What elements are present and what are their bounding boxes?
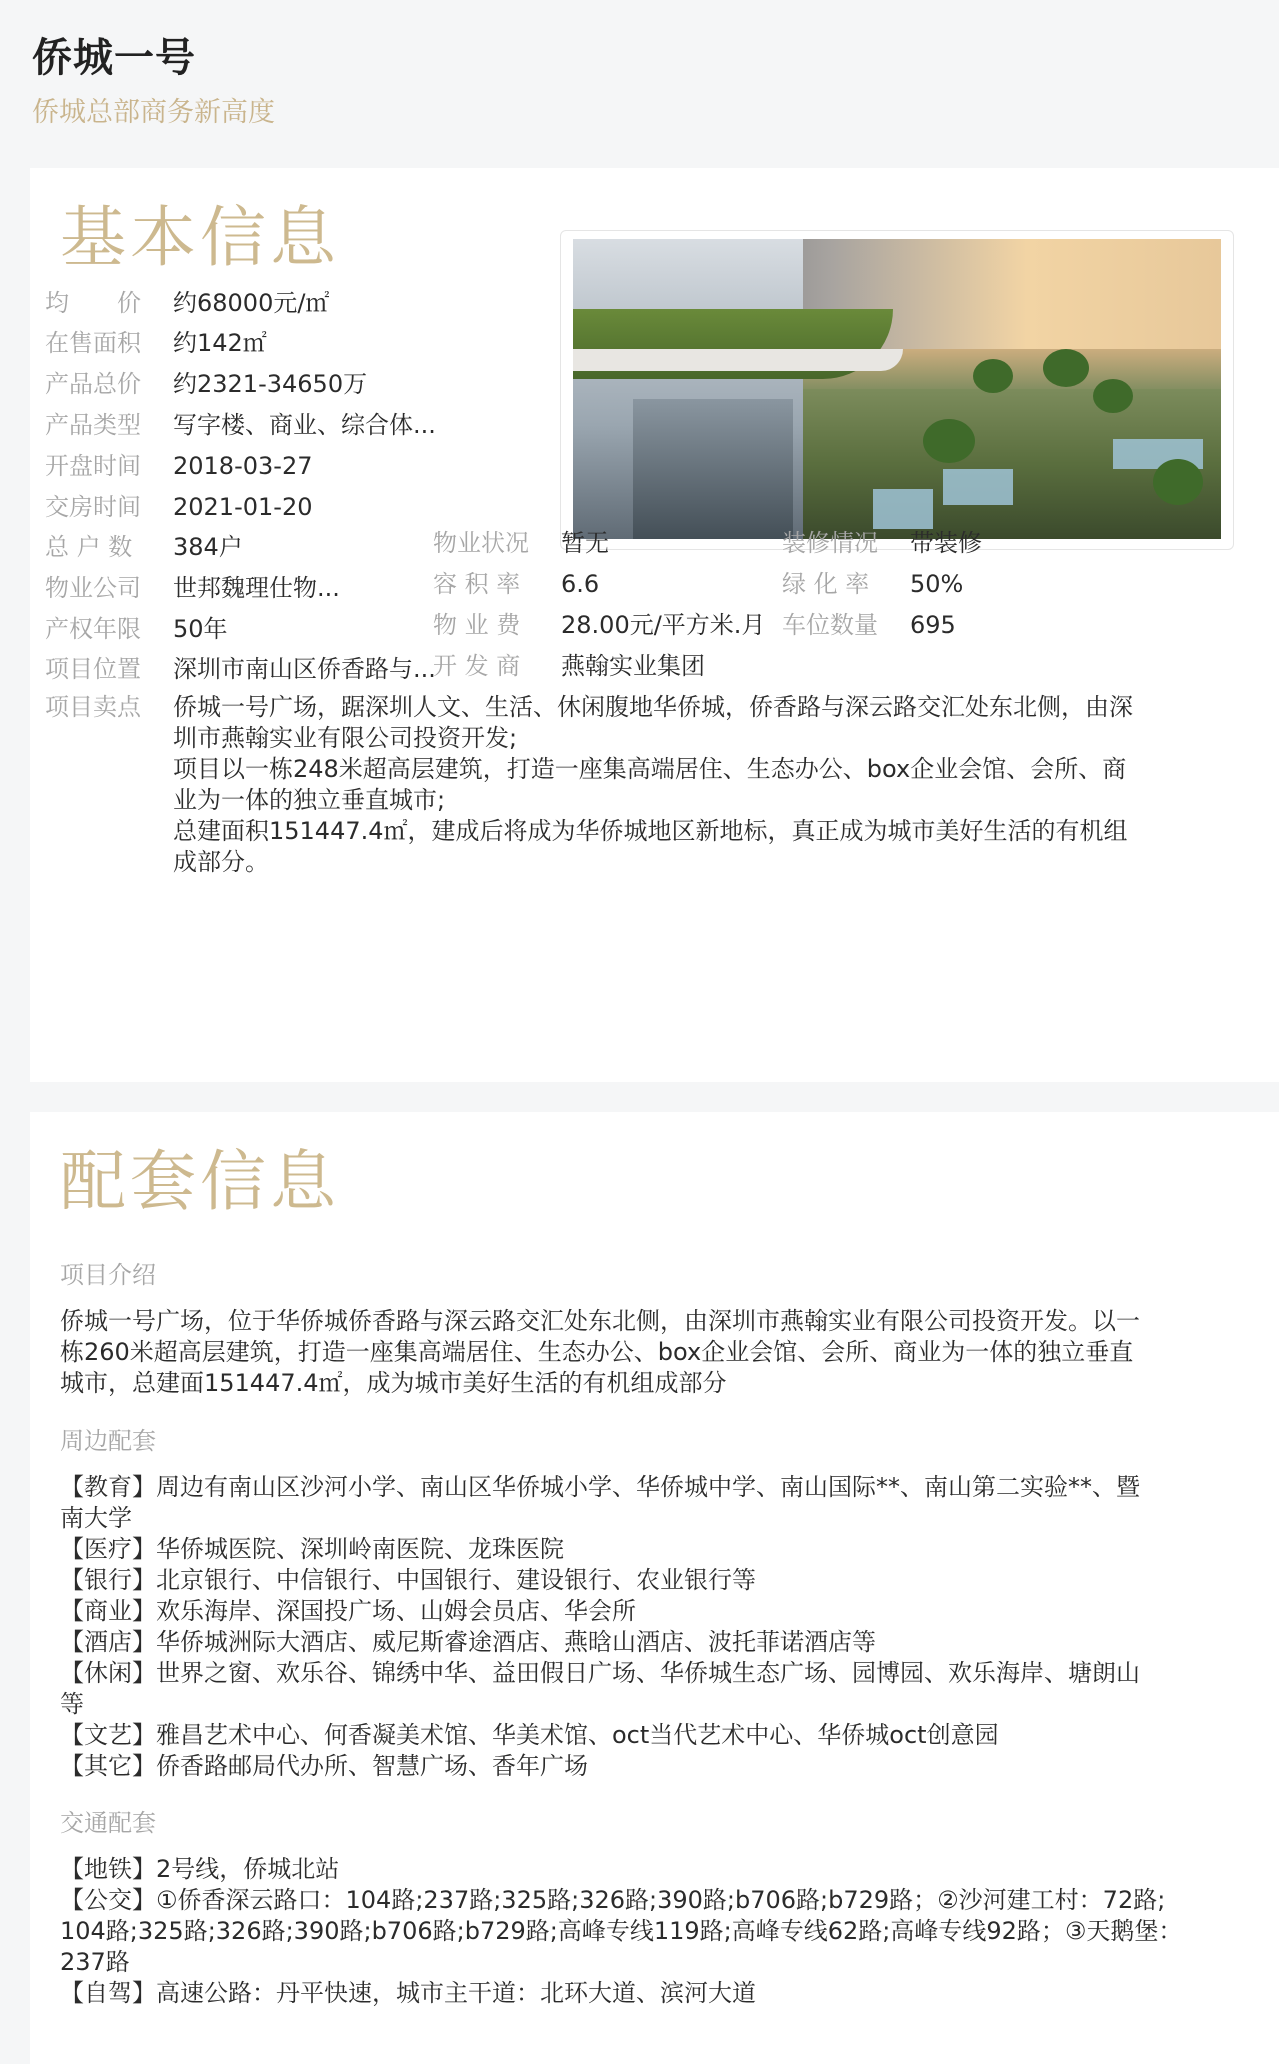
page-subtitle: 侨城总部商务新高度: [32, 97, 275, 128]
selling-point-line: 圳市燕翰实业有限公司投资开发;: [173, 724, 518, 752]
selling-point-line: 总建面积151447.4㎡，建成后将成为华侨城地区新地标，真正成为城市美好生活的有机组: [173, 817, 1128, 845]
field-property-company: [45, 571, 340, 605]
field-label: 物业公司: [45, 574, 141, 602]
field-label: 产品总价: [45, 370, 141, 398]
nearby-line: 【商业】欢乐海岸、深国投广场、山姆会员店、华会所: [60, 1597, 636, 1625]
field-label: 绿 化 率: [782, 570, 870, 598]
nearby-line: 【文艺】雅昌艺术中心、何香凝美术馆、华美术馆、oct当代艺术中心、华侨城oct创意园: [60, 1721, 999, 1749]
field-total-price: [45, 367, 367, 401]
field-value: 50年: [173, 615, 228, 643]
traffic-line: 【公交】①侨香深云路口：104路;237路;325路;326路;390路;b706路;b729路；②沙河建工村：72路;: [60, 1886, 1166, 1914]
traffic-line: 【自驾】高速公路：丹平快速，城市主干道：北环大道、滨河大道: [60, 1979, 756, 2007]
selling-points-label: [45, 690, 173, 724]
basic-info-card: [30, 168, 1279, 1082]
field-label: 容 积 率: [433, 570, 521, 598]
tree-shape: [1043, 349, 1089, 387]
nearby-line: 【医疗】华侨城医院、深圳岭南医院、龙珠医院: [60, 1535, 564, 1563]
field-value: 约2321-34650万: [173, 370, 368, 398]
selling-points-text: [173, 692, 1263, 878]
field-label: 项目位置: [45, 655, 141, 683]
field-label: 项目卖点: [45, 693, 141, 721]
nearby-line: 【银行】北京银行、中信银行、中国银行、建设银行、农业银行等: [60, 1566, 756, 1594]
field-avg-price: [45, 286, 329, 320]
nearby-list: [60, 1472, 1270, 1782]
field-property-fee: [433, 608, 765, 642]
selling-point-line: 成部分。: [173, 848, 269, 876]
field-label: 开 发 商: [433, 652, 521, 680]
field-value: 暂无: [561, 529, 609, 557]
selling-point-line: 项目以一栋248米超高层建筑，打造一座集高端居住、生态办公、box企业会馆、会所、商: [173, 755, 1127, 783]
section-title-facilities: 配套信息: [60, 1143, 340, 1220]
page-header: [0, 0, 1279, 134]
nearby-line: 【休闲】世界之窗、欢乐谷、锦绣中华、益田假日广场、华侨城生态广场、园博园、欢乐海岸、塘朗山: [60, 1659, 1140, 1687]
field-plot-ratio: [433, 567, 599, 601]
traffic-line: 237路: [60, 1948, 130, 1976]
intro-line: 城市，总建面151447.4㎡，成为城市美好生活的有机组成部分: [60, 1369, 727, 1397]
field-open-date: [45, 449, 312, 483]
selling-point-line: 业为一体的独立垂直城市;: [173, 786, 446, 814]
field-label: 产权年限: [45, 615, 141, 643]
field-value: 50%: [910, 570, 964, 598]
nearby-line: 【教育】周边有南山区沙河小学、南山区华侨城小学、华侨城中学、南山国际**、南山第二实验**、暨: [60, 1473, 1140, 1501]
field-property-status: [433, 526, 609, 560]
tree-shape: [1093, 379, 1133, 413]
field-delivery-date: [45, 490, 312, 524]
pool-shape: [943, 469, 1013, 505]
selling-point-line: 侨城一号广场，踞深圳人文、生活、休闲腹地华侨城，侨香路与深云路交汇处东北侧，由深: [173, 693, 1133, 721]
field-label: 开盘时间: [45, 452, 141, 480]
field-label: 在售面积: [45, 329, 141, 357]
tree-shape: [973, 359, 1013, 393]
field-value: 约142㎡: [173, 329, 267, 357]
field-label: 物业状况: [433, 529, 529, 557]
field-value: 2018-03-27: [173, 452, 313, 480]
field-label: 产品类型: [45, 411, 141, 439]
intro-label: 项目介绍: [60, 1261, 156, 1289]
nearby-line: 南大学: [60, 1504, 132, 1532]
field-value: 6.6: [561, 570, 600, 598]
field-value: 燕翰实业集团: [561, 652, 705, 680]
field-label: 交房时间: [45, 493, 141, 521]
field-area: [45, 326, 267, 360]
field-value: 深圳市南山区侨香路与...: [173, 655, 436, 683]
traffic-label: 交通配套: [60, 1809, 156, 1837]
facilities-card: [30, 1112, 1279, 2064]
field-value: 世邦魏理仕物...: [173, 574, 340, 602]
traffic-line: 104路;325路;326路;390路;b706路;b729路;高峰专线119路;高峰专线62路;高峰专线92路；③天鹅堡：: [60, 1917, 1183, 1945]
intro-text: [60, 1306, 1270, 1399]
field-label: 均 价: [45, 289, 141, 317]
field-label: 车位数量: [782, 611, 878, 639]
intro-line: 侨城一号广场，位于华侨城侨香路与深云路交汇处东北侧，由深圳市燕翰实业有限公司投资开发。以一: [60, 1307, 1140, 1335]
section-title-basic: 基本信息: [60, 199, 340, 276]
tree-shape: [923, 419, 975, 463]
field-label: 装修情况: [782, 529, 878, 557]
field-product-type: [45, 408, 436, 442]
field-parking: [782, 608, 956, 642]
traffic-list: [60, 1854, 1270, 2009]
field-green-rate: [782, 567, 963, 601]
field-value: 约68000元/㎡: [173, 289, 330, 317]
tree-shape: [1153, 459, 1203, 505]
building-glass-shape: [633, 399, 793, 539]
field-label: 总 户 数: [45, 533, 133, 561]
nearby-label: 周边配套: [60, 1427, 156, 1455]
project-hero-image[interactable]: [560, 230, 1234, 550]
field-value: 695: [910, 611, 956, 639]
field-decoration: [782, 526, 982, 560]
nearby-line: 等: [60, 1690, 84, 1718]
field-property-term: [45, 612, 228, 646]
nearby-line: 【其它】侨香路邮局代办所、智慧广场、香年广场: [60, 1752, 588, 1780]
field-location[interactable]: [45, 652, 436, 686]
field-value: 384户: [173, 533, 243, 561]
nearby-line: 【酒店】华侨城洲际大酒店、威尼斯睿途酒店、燕晗山酒店、波托菲诺酒店等: [60, 1628, 876, 1656]
balcony-shape: [573, 349, 903, 371]
field-value: 2021-01-20: [173, 493, 313, 521]
rendering-illustration: [573, 239, 1221, 539]
field-developer: [433, 649, 705, 683]
field-value: 带装修: [910, 529, 982, 557]
field-value: 写字楼、商业、综合体...: [173, 411, 436, 439]
pool-shape: [873, 489, 933, 529]
traffic-line: 【地铁】2号线，侨城北站: [60, 1855, 340, 1883]
field-households: [45, 530, 243, 564]
field-value: 28.00元/平方米.月: [561, 611, 766, 639]
field-label: 物 业 费: [433, 611, 521, 639]
page-title: 侨城一号: [32, 35, 196, 81]
intro-line: 栋260米超高层建筑，打造一座集高端居住、生态办公、box企业会馆、会所、商业为一体的独立垂直: [60, 1338, 1134, 1366]
